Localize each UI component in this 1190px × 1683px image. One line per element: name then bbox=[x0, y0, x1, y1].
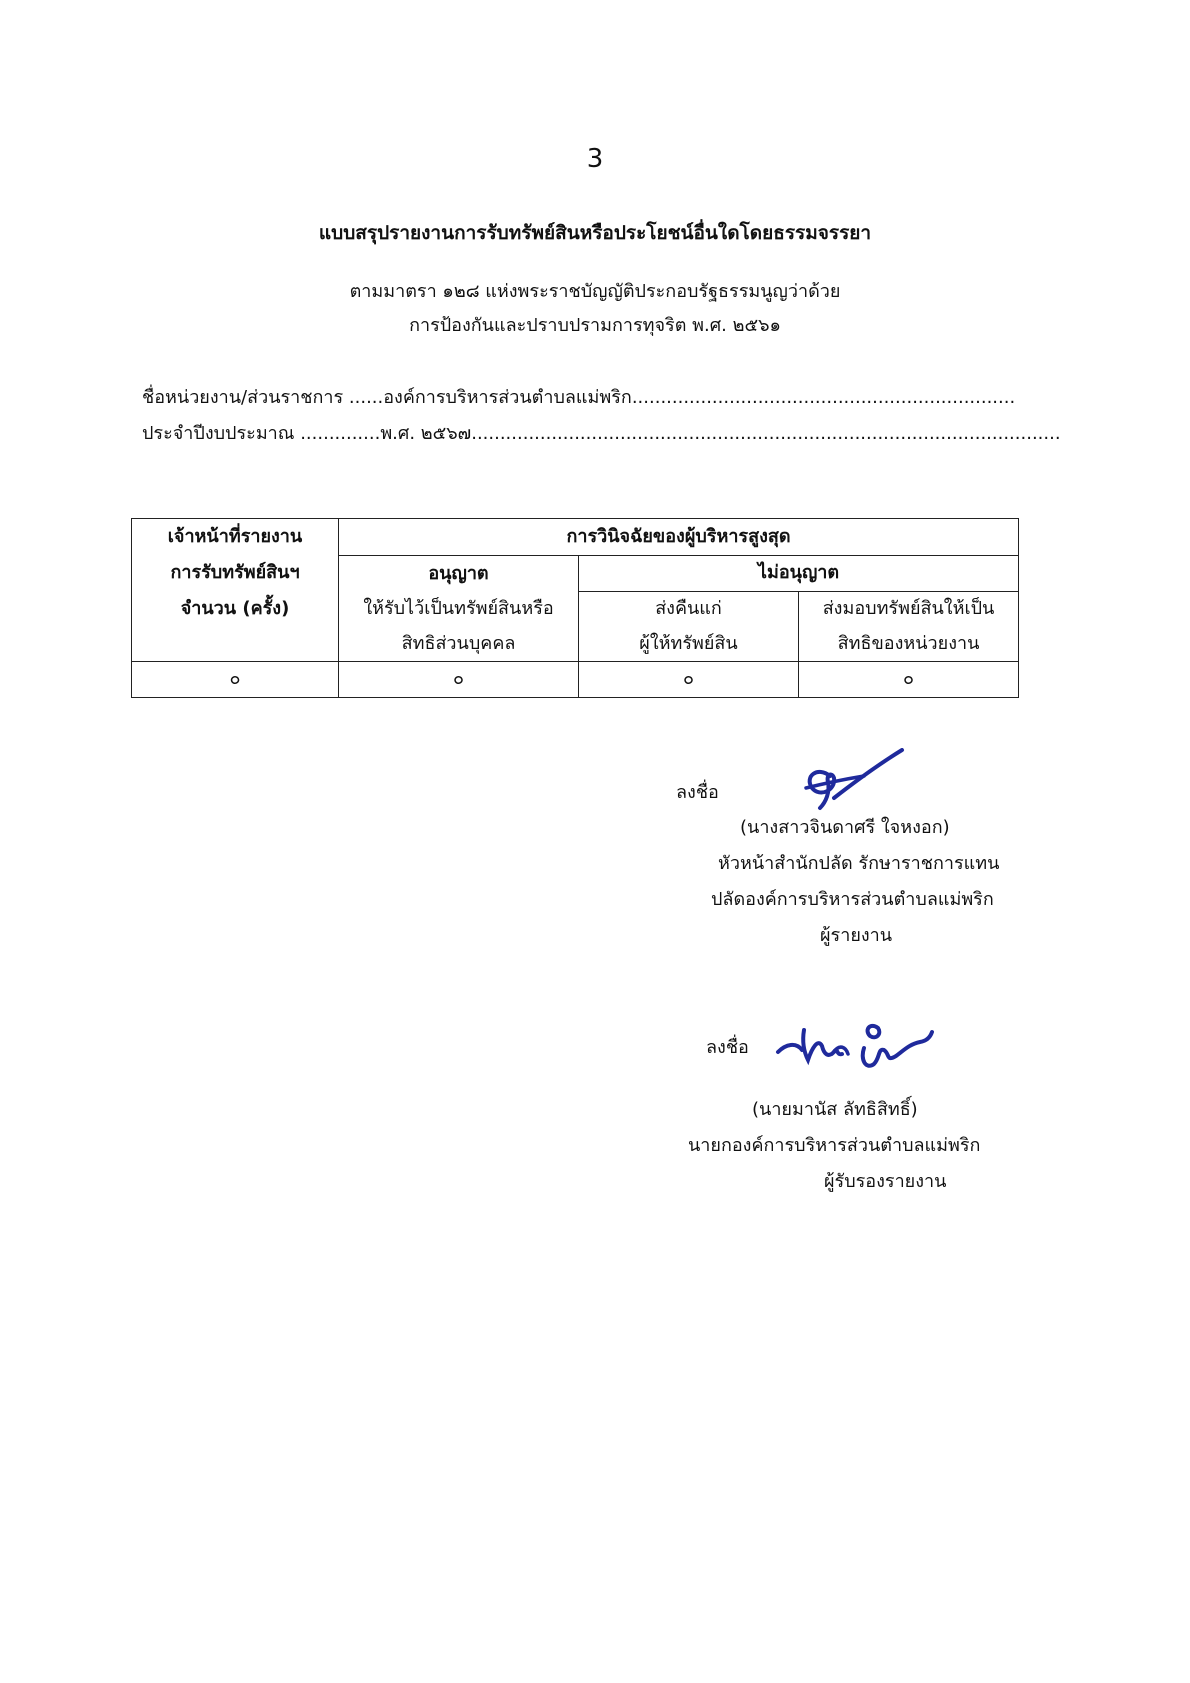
reporter-count-header-blank bbox=[132, 627, 339, 662]
certifier-signature-icon bbox=[774, 1008, 934, 1080]
transfer-desc-line-1: ส่งมอบทรัพย์สินให้เป็น bbox=[799, 592, 1019, 627]
allow-desc-line-2: สิทธิส่วนบุคคล bbox=[339, 627, 579, 662]
summary-table bbox=[131, 518, 1019, 698]
transfer-desc-line-2: สิทธิของหน่วยงาน bbox=[799, 627, 1019, 662]
certifier-sign-label: ลงชื่อ bbox=[706, 1037, 749, 1058]
fiscal-year-field: ประจำปีงบประมาณ ..............พ.ศ. ๒๕๖๗....................................................................................................... bbox=[142, 423, 1061, 444]
value-transferred: ๐ bbox=[799, 662, 1019, 698]
allow-header: อนุญาต bbox=[339, 556, 579, 592]
return-desc-line-2: ผู้ให้ทรัพย์สิน bbox=[579, 627, 799, 662]
reporter-count-header-3: จำนวน (ครั้ง) bbox=[132, 592, 339, 627]
reporter-sign-label: ลงชื่อ bbox=[676, 782, 719, 803]
value-returned: ๐ bbox=[579, 662, 799, 698]
reporter-count-header-1: เจ้าหน้าที่รายงาน bbox=[132, 519, 339, 556]
certifier-role: ผู้รับรองรายงาน bbox=[824, 1171, 947, 1192]
reporter-position-2: ปลัดองค์การบริหารส่วนตำบลแม่พริก bbox=[711, 889, 994, 910]
reporter-position-1: หัวหน้าสำนักปลัด รักษาราชการแทน bbox=[718, 853, 1000, 874]
reporter-name: (นางสาวจินดาศรี ใจหงอก) bbox=[740, 817, 950, 838]
value-allowed: ๐ bbox=[339, 662, 579, 698]
subtitle-line-1: ตามมาตรา ๑๒๘ แห่งพระราชบัญญัติประกอบรัฐธรรมนูญว่าด้วย bbox=[349, 281, 841, 302]
value-reported-count: ๐ bbox=[132, 662, 339, 698]
subtitle-line-2: การป้องกันและปราบปรามการทุจริต พ.ศ. ๒๕๖๑ bbox=[409, 315, 781, 336]
return-desc-line-1: ส่งคืนแก่ bbox=[579, 592, 799, 627]
reporter-count-header-2: การรับทรัพย์สินฯ bbox=[132, 556, 339, 592]
page-number: 3 bbox=[586, 144, 604, 174]
decision-header: การวินิจฉัยของผู้บริหารสูงสุด bbox=[339, 519, 1019, 556]
allow-desc-line-1: ให้รับไว้เป็นทรัพย์สินหรือ bbox=[339, 592, 579, 627]
not-allow-header: ไม่อนุญาต bbox=[579, 556, 1019, 592]
reporter-role: ผู้รายงาน bbox=[820, 925, 893, 946]
agency-field: ชื่อหน่วยงาน/ส่วนราชการ ......องค์การบริหารส่วนตำบลแม่พริก................................................................... bbox=[142, 387, 1016, 408]
document-title: แบบสรุปรายงานการรับทรัพย์สินหรือประโยชน์อื่นใดโดยธรรมจรรยา bbox=[318, 222, 872, 244]
reporter-signature-icon bbox=[790, 748, 910, 812]
certifier-name: (นายมานัส ลัทธิสิทธิ์) bbox=[752, 1099, 918, 1120]
certifier-position: นายกองค์การบริหารส่วนตำบลแม่พริก bbox=[688, 1135, 981, 1156]
